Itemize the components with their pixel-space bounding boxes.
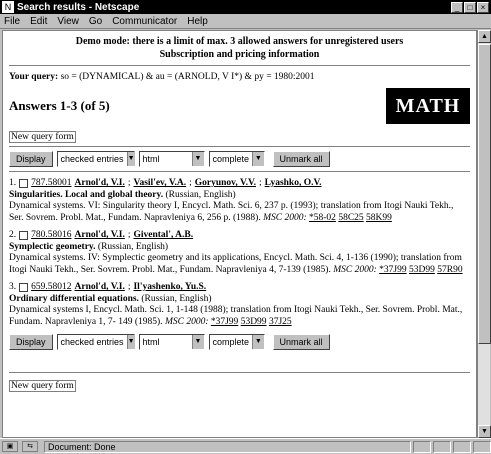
entry-language: (Russian, English)	[141, 293, 212, 304]
author-link[interactable]: Arnol'd, V.I.	[74, 178, 125, 188]
chevron-down-icon: ▼	[192, 152, 204, 166]
entry-id-link[interactable]: 780.58016	[31, 230, 72, 240]
scroll-thumb[interactable]	[478, 44, 491, 344]
chevron-down-icon: ▼	[252, 152, 263, 166]
query-text: so = (DYNAMICAL) & au = (ARNOLD, V I*) & py = 1980:2001	[60, 72, 315, 82]
divider	[9, 171, 470, 172]
controls-top	[9, 151, 470, 167]
msc-link[interactable]: 57R90	[437, 264, 463, 275]
minimize-button[interactable]: _	[451, 2, 463, 13]
list-item: 2. 780.58016 Arnol'd, V.I. ; Givental', A.B. Symplectic geometry. (Russian, English) Dynamical systems. IV: Symplectic geometry and its applications, Encycl. Math. Sci. 4, 1-136 (1990); translation from Itogi Nauki Tekh., Ser. Sovrem. Probl. Mat., Fundam. Napravleniya 4, 7-139 (1985). MSC 2000: *37J99 53D99 57R90	[9, 230, 463, 275]
entries-select[interactable]: checked entries ▼	[57, 334, 135, 350]
scroll-down-icon[interactable]: ▼	[478, 425, 491, 438]
subscription-link[interactable]: Subscription and pricing information	[159, 49, 320, 60]
status-slot	[413, 441, 431, 453]
entries-select[interactable]: checked entries ▼	[57, 151, 135, 167]
chevron-down-icon: ▼	[192, 335, 204, 349]
netscape-icon: N	[2, 1, 14, 13]
status-text: Document: Done	[44, 441, 411, 453]
close-button[interactable]: ×	[477, 2, 489, 13]
msc-link[interactable]: 53D99	[240, 316, 267, 327]
author-link[interactable]: Givental', A.B.	[133, 230, 194, 240]
status-bar	[0, 438, 491, 454]
entry-language: (Russian, English)	[165, 189, 236, 200]
msc-link[interactable]: *37J99	[379, 264, 407, 275]
chevron-down-icon: ▼	[252, 335, 263, 349]
msc-link[interactable]: 53D99	[408, 264, 435, 275]
menu-communicator[interactable]: Communicator	[112, 15, 178, 27]
connection-icon: ⇆	[22, 441, 38, 452]
msc-link[interactable]: 58K99	[366, 212, 392, 223]
status-slot	[473, 441, 491, 453]
unmark-all-button[interactable]: Unmark all	[273, 151, 330, 167]
entry-language: (Russian, English)	[97, 241, 169, 252]
page-content	[2, 30, 477, 438]
msc-label: MSC 2000:	[164, 316, 209, 327]
divider	[9, 65, 470, 66]
display-button[interactable]: Display	[9, 151, 53, 167]
menu-edit[interactable]: Edit	[30, 15, 48, 27]
entry-title: Ordinary differential equations.	[9, 293, 139, 304]
answers-heading: Answers 1-3 (of 5)	[9, 98, 110, 113]
status-slot	[433, 441, 451, 453]
divider	[9, 146, 470, 147]
msc-label: MSC 2000:	[263, 212, 307, 223]
list-item: 3. 659.58012 Arnol'd, V.I. ; Il'yashenko, Yu.S. Ordinary differential equations. (Russian, English) Dynamical systems I, Encycl. Math. Sci. 1, 1-148 (1988); translation from Itogi Nauki Tekh., Ser. Sovrem. Probl. Mat., Fundam. Napravleniya 1, 7- 149 (1985). MSC 2000: *37J99 53D99 37J25	[9, 282, 463, 327]
mode-select[interactable]: complete ▼	[209, 151, 265, 167]
entry-description: Dynamical systems. VI: Singularity theory I, Encycl. Math. Sci. 6, 237 p. (1993); translation from Itogi Nauki Tekh., Ser. Sovrem. Probl. Mat., Fundam. Napravleniya 6, 256 p. (1988).	[9, 201, 454, 223]
msc-link[interactable]: 37J25	[268, 316, 292, 327]
entry-id-link[interactable]: 787.58001	[31, 178, 72, 188]
msc-link[interactable]: *37J99	[210, 316, 239, 327]
format-select[interactable]: html ▼	[139, 151, 205, 167]
entry-id-link[interactable]: 659.58012	[31, 282, 72, 292]
entry-number: 3.	[9, 282, 17, 292]
author-link[interactable]: Arnol'd, V.I.	[74, 230, 125, 240]
unmark-all-button[interactable]: Unmark all	[273, 334, 330, 350]
math-logo: MATH	[386, 88, 470, 124]
entry-checkbox[interactable]	[19, 179, 28, 188]
msc-label: MSC 2000:	[333, 264, 377, 275]
entry-description: Dynamical systems. IV: Symplectic geometry and its applications, Encycl. Math. Sci. 4, 1-136 (1990); translation from Itogi Nauki Tekh., Ser. Sovrem. Probl. Mat., Fundam. Napravleniya 4, 7-139 (1985).	[9, 253, 462, 275]
scroll-up-icon[interactable]: ▲	[478, 30, 491, 43]
chevron-down-icon: ▼	[127, 335, 135, 349]
divider	[9, 372, 470, 373]
entry-number: 2.	[9, 230, 17, 240]
format-select[interactable]: html ▼	[139, 334, 205, 350]
window-titlebar	[0, 0, 491, 14]
entry-title: Singularities. Local and global theory.	[9, 189, 164, 200]
menu-bar	[0, 14, 491, 29]
query-line	[9, 72, 470, 82]
msc-link[interactable]: 58C25	[338, 212, 364, 223]
entry-number: 1.	[9, 178, 17, 188]
author-link[interactable]: Vasil'ev, V.A.	[133, 178, 187, 188]
status-slot	[453, 441, 471, 453]
security-lock-icon[interactable]: ▣	[2, 441, 18, 452]
window-title: Search results - Netscape	[17, 1, 140, 13]
controls-bottom	[9, 334, 470, 350]
maximize-button[interactable]: □	[464, 2, 476, 13]
menu-go[interactable]: Go	[88, 15, 103, 27]
menu-file[interactable]: File	[4, 15, 21, 27]
entry-checkbox[interactable]	[19, 283, 28, 292]
entry-description: Dynamical systems I, Encycl. Math. Sci. 1, 1-148 (1988); translation from Itogi Nauki Tekh., Ser. Sovrem. Probl. Mat., Fundam. Napravleniya 1, 7- 149 (1985).	[9, 305, 463, 327]
demo-notice	[9, 35, 470, 61]
author-link[interactable]: Lyashko, O.V.	[264, 178, 322, 188]
query-label: Your query:	[9, 72, 59, 82]
vertical-scrollbar[interactable]	[477, 30, 490, 438]
list-item: 1. 787.58001 Arnol'd, V.I. ; Vasil'ev, V.A. ; Goryunov, V.V. ; Lyashko, O.V. Singularities. Local and global theory. (Russian, English) Dynamical systems. VI: Singularity theory I, Encycl. Math. Sci. 6, 237 p. (1993); translation from Itogi Nauki Tekh., Ser. Sovrem. Probl. Mat., Fundam. Napravleniya 6, 256 p. (1988). MSC 2000: *58-02 58C25 58K99	[9, 178, 454, 223]
display-button[interactable]: Display	[9, 334, 53, 350]
chevron-down-icon: ▼	[127, 152, 135, 166]
author-link[interactable]: Arnol'd, V.I.	[74, 282, 125, 292]
author-link[interactable]: Goryunov, V.V.	[194, 178, 256, 188]
menu-help[interactable]: Help	[187, 15, 208, 27]
mode-select[interactable]: complete ▼	[209, 334, 265, 350]
msc-link[interactable]: *58-02	[309, 212, 336, 223]
entry-title: Symplectic geometry.	[9, 241, 96, 252]
entry-checkbox[interactable]	[19, 231, 28, 240]
new-query-link[interactable]: New query form	[11, 132, 74, 142]
menu-view[interactable]: View	[57, 15, 79, 27]
author-link[interactable]: Il'yashenko, Yu.S.	[133, 282, 207, 292]
new-query-link[interactable]: New query form	[11, 381, 74, 391]
demo-line: Demo mode: there is a limit of max. 3 allowed answers for unregistered users	[75, 36, 404, 47]
